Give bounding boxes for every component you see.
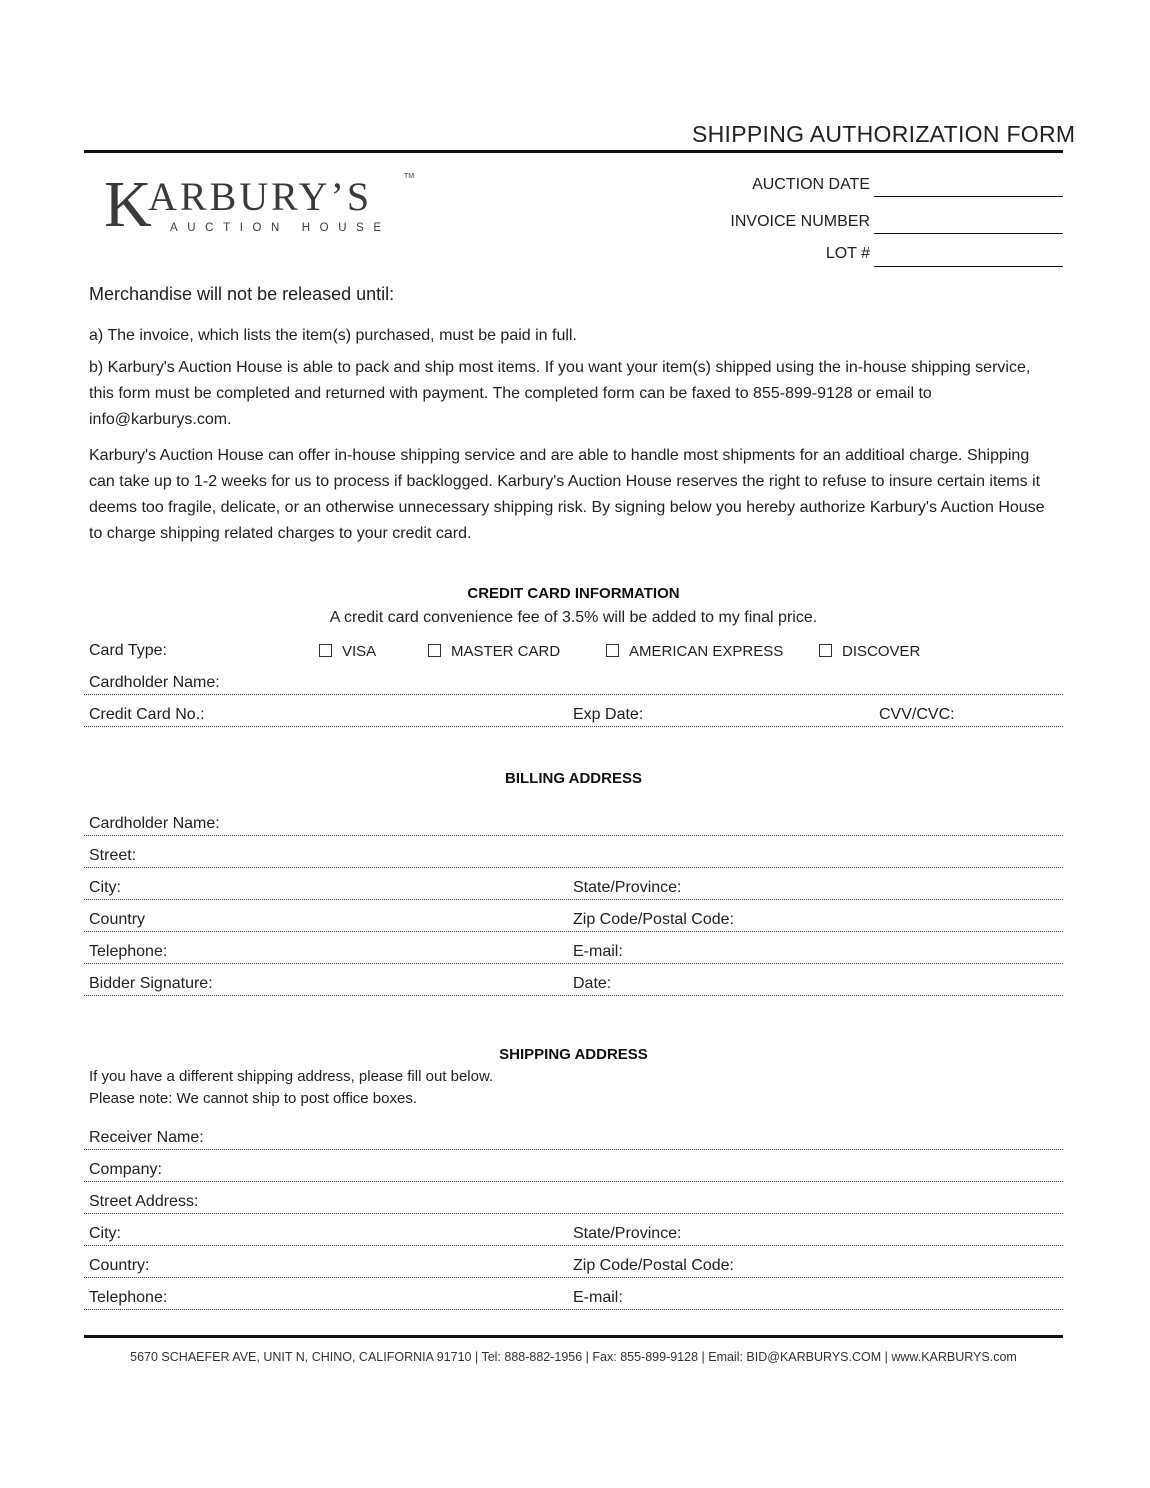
card-type-label: Card Type: [89,642,167,659]
shipping-section-title: SHIPPING ADDRESS [499,1046,648,1063]
cc-cardholder-name-field[interactable] [84,694,1063,695]
cvv-label: CVV/CVC: [879,706,955,723]
invoice-number-label: INVOICE NUMBER [730,213,870,230]
visa-label: VISA [342,643,377,660]
shipping-note-po-boxes: Please note: We cannot ship to post office boxes. [89,1090,417,1107]
billing-cardholder-name-field[interactable] [84,835,1063,836]
credit-card-section-title: CREDIT CARD INFORMATION [467,585,680,602]
auction-date-label: AUCTION DATE [752,176,870,193]
billing-section-title: BILLING ADDRESS [505,770,642,787]
billing-city-field[interactable] [84,899,1063,900]
shipping-street-field[interactable] [84,1213,1063,1214]
logo-letter-k: K [104,168,152,238]
signature-date-label: Date: [573,975,612,992]
billing-state-label: State/Province: [573,879,682,896]
mastercard-label: MASTER CARD [451,643,561,660]
shipping-telephone-label: Telephone: [89,1289,168,1306]
receiver-name-label: Receiver Name: [89,1129,204,1146]
credit-card-fee-note: A credit card convenience fee of 3.5% will be added to my final price. [329,609,818,626]
billing-country-label: Country [89,911,146,928]
billing-street-label: Street: [89,847,137,864]
karburys-logo [104,168,424,238]
card-number-field[interactable] [84,726,1063,727]
receiver-name-field[interactable] [84,1149,1063,1150]
shipping-email-label: E-mail: [573,1289,623,1306]
invoice-number-field[interactable] [874,233,1063,234]
billing-country-field[interactable] [84,931,1063,932]
lot-field[interactable] [874,266,1063,267]
intro-heading: Merchandise will not be released until: [89,284,395,304]
bidder-signature-field[interactable] [84,995,1063,996]
cc-cardholder-name-label: Cardholder Name: [89,674,220,691]
exp-date-label: Exp Date: [573,706,644,723]
logo-subtitle: AUCTION HOUSE [170,222,391,234]
amex-label: AMERICAN EXPRESS [629,643,784,660]
shipping-street-label: Street Address: [89,1193,199,1210]
billing-telephone-label: Telephone: [89,943,168,960]
shipping-country-field[interactable] [84,1277,1063,1278]
footer-rule [84,1335,1063,1338]
billing-telephone-field[interactable] [84,963,1063,964]
shipping-city-label: City: [89,1225,121,1242]
billing-zip-label: Zip Code/Postal Code: [573,911,734,928]
billing-cardholder-name-label: Cardholder Name: [89,815,220,832]
company-label: Company: [89,1161,162,1178]
header-rule [84,150,1063,153]
amex-checkbox[interactable] [606,644,619,657]
shipping-city-field[interactable] [84,1245,1063,1246]
footer-contact: 5670 SCHAEFER AVE, UNIT N, CHINO, CALIFORNIA 91710 | Tel: 888-882-1956 | Fax: 855-899-9128 | Email: BID@KARBURYS.COM | www.KARBURYS.com [130,1350,1017,1364]
bidder-signature-label: Bidder Signature: [89,975,213,992]
card-number-label: Credit Card No.: [89,706,205,723]
intro-item-b: b) Karbury's Auction House is able to pack and ship most items. If you want your item(s) shipped using the in-house shipping service, this form must be completed and returned with payment. The completed form can be faxed to 855-899-9128 or email to info@karburys.com. [89,359,1031,428]
shipping-country-label: Country: [89,1257,150,1274]
form-title: SHIPPING AUTHORIZATION FORM [692,121,1076,147]
discover-label: DISCOVER [842,643,921,660]
logo-trademark: TM [404,173,415,180]
mastercard-checkbox[interactable] [428,644,441,657]
shipping-note-different-address: If you have a different shipping address, please fill out below. [89,1068,494,1085]
visa-checkbox[interactable] [319,644,332,657]
billing-email-label: E-mail: [573,943,623,960]
shipping-zip-label: Zip Code/Postal Code: [573,1257,734,1274]
lot-label: LOT # [825,245,870,262]
billing-city-label: City: [89,879,121,896]
intro-paragraph: Karbury's Auction House can offer in-house shipping service and are able to handle most shipments for an additioal charge. Shipping can take up to 1-2 weeks for us to process if backlogged. Karbury's Auction House reserves the right to refuse to insure certain items it deems too fragile, delicate, or an otherwise unnecessary shipping risk. By signing below you hereby authorize Karbury's Auction House to charge shipping related charges to your credit card. [89,447,1045,542]
logo-wordmark: ARBURY’S [148,174,373,219]
billing-street-field[interactable] [84,867,1063,868]
shipping-telephone-field[interactable] [84,1309,1063,1310]
auction-date-field[interactable] [874,196,1063,197]
intro-item-a: a) The invoice, which lists the item(s) purchased, must be paid in full. [89,327,577,344]
shipping-state-label: State/Province: [573,1225,682,1242]
company-field[interactable] [84,1181,1063,1182]
discover-checkbox[interactable] [819,644,832,657]
